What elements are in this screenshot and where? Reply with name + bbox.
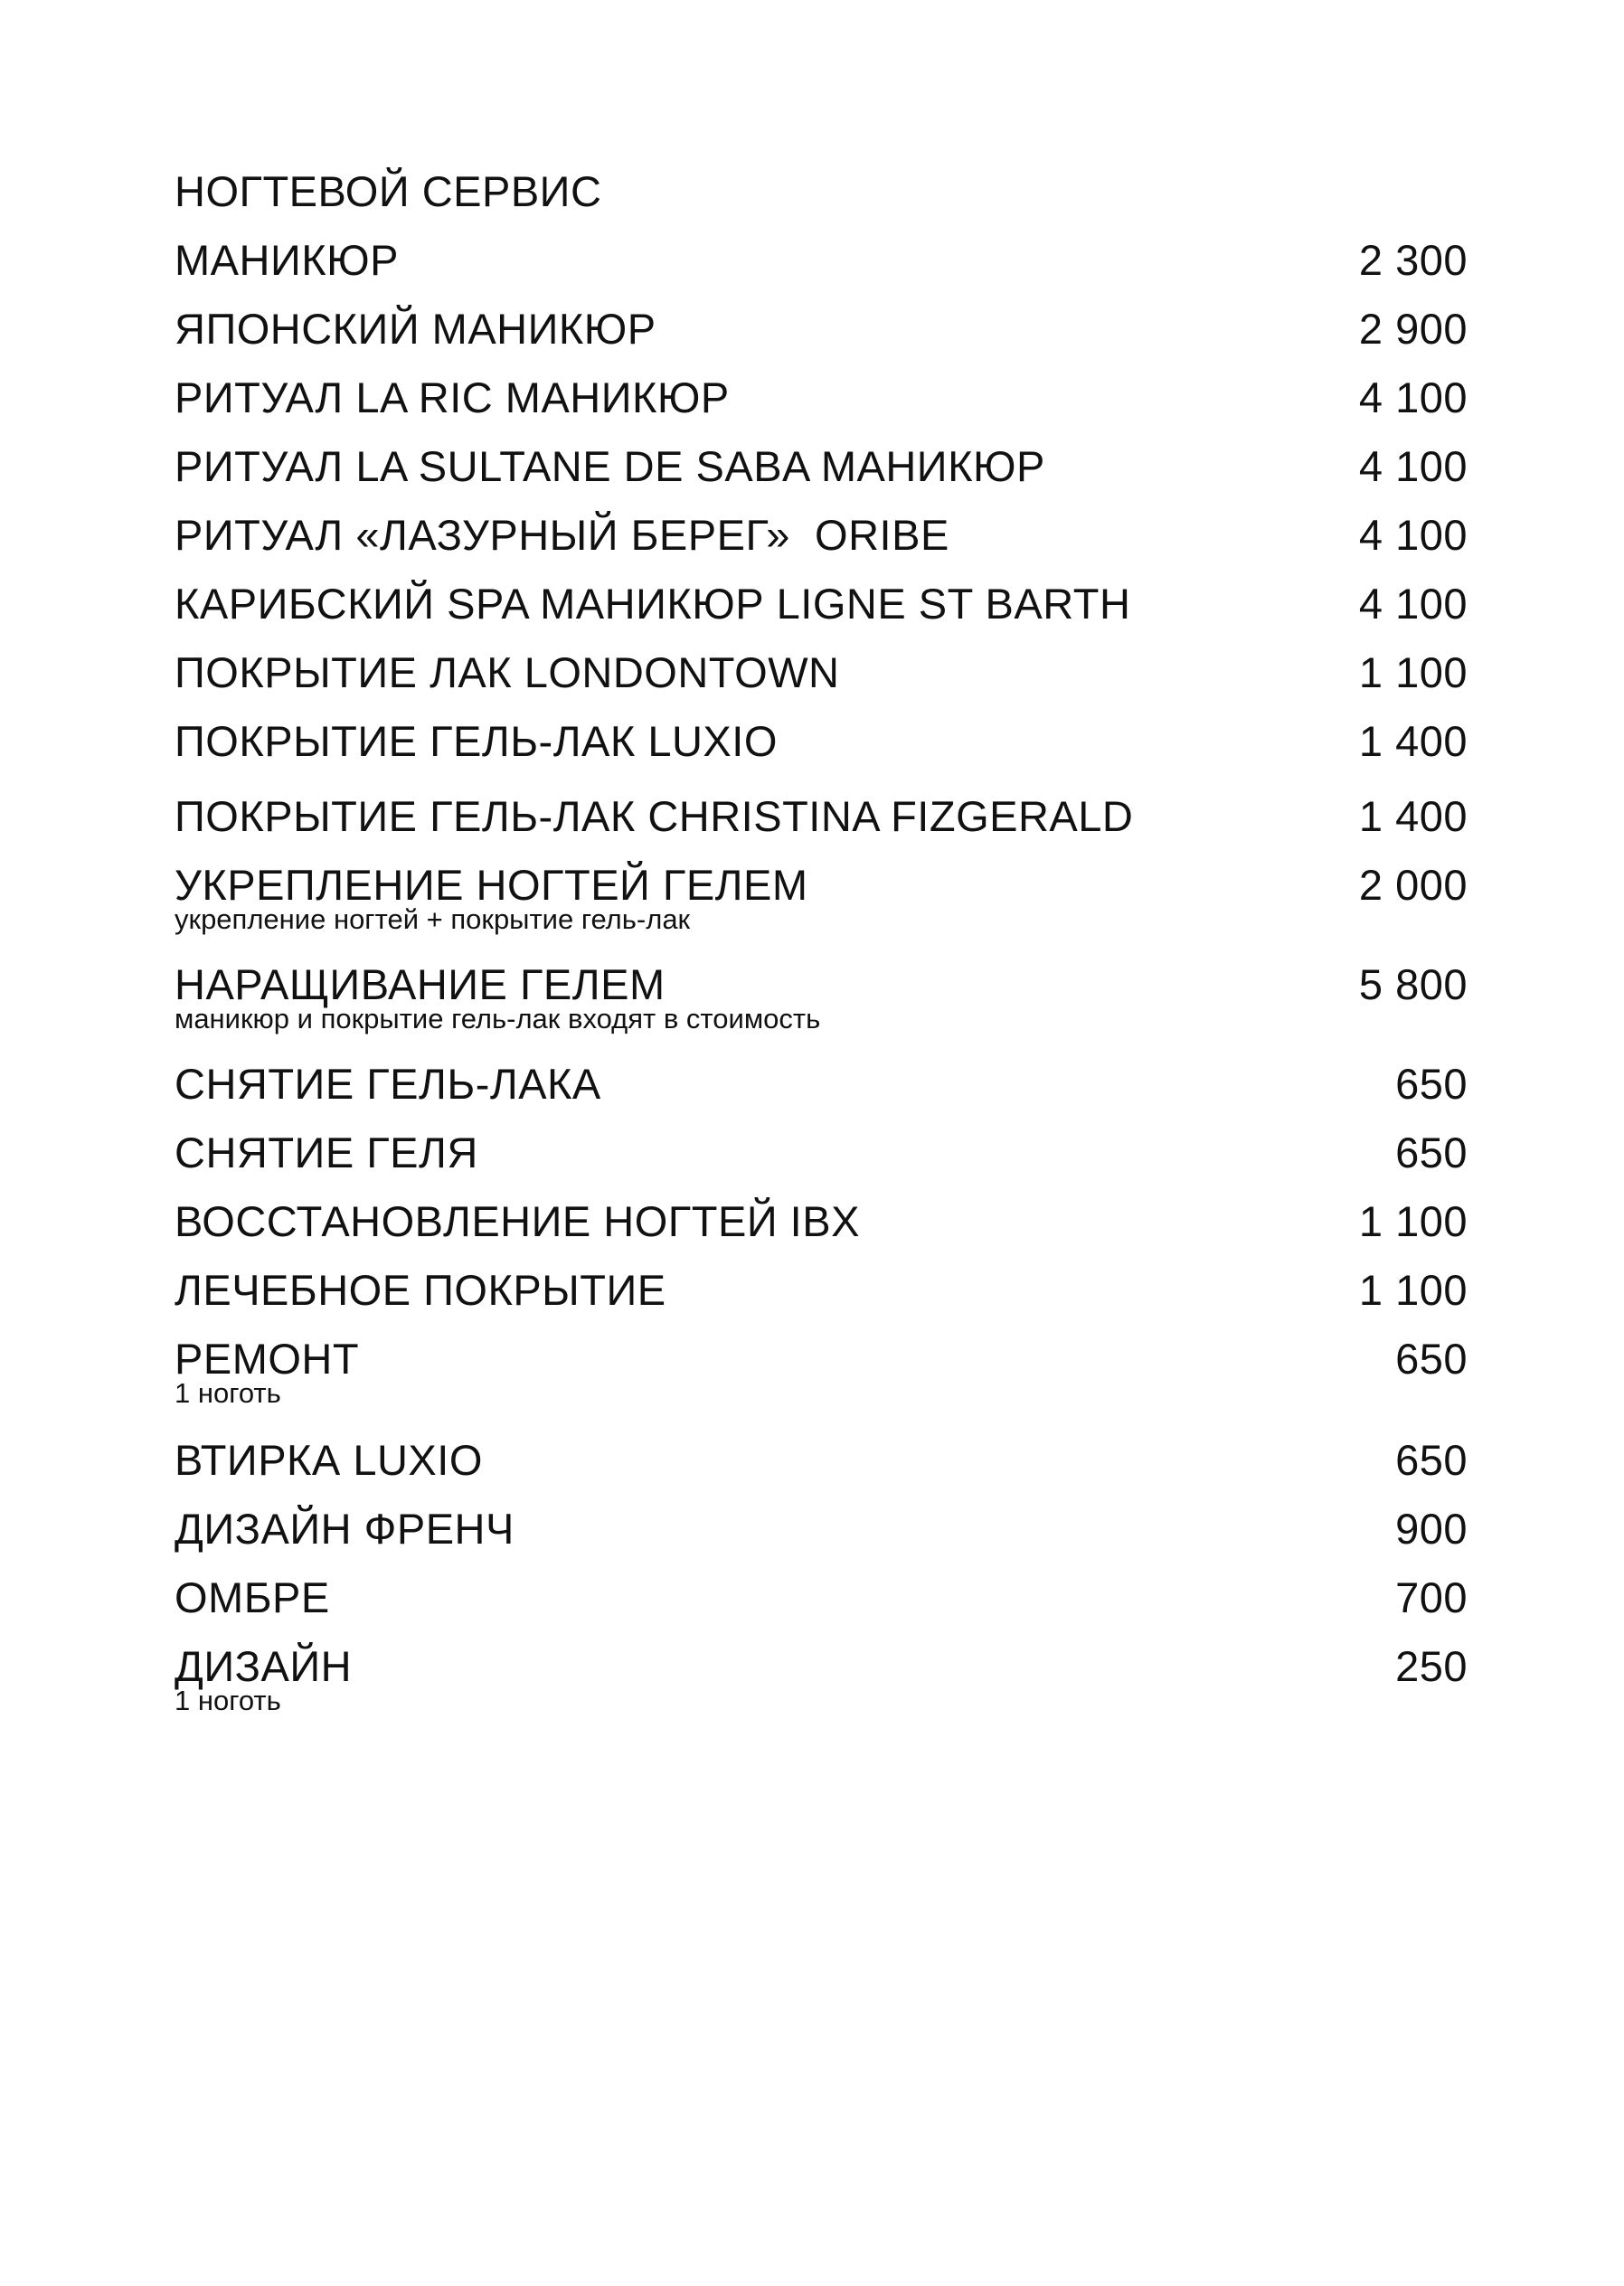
price-row (175, 1502, 1468, 1556)
service-price: 650 (1395, 1436, 1468, 1484)
service-name: УКРЕПЛЕНИЕ НОГТЕЙ ГЕЛЕМ (175, 861, 808, 909)
price-row (175, 302, 1468, 356)
service-note: 1 ноготь (175, 1377, 281, 1409)
service-name: РИТУАЛ LA RIC МАНИКЮР (175, 373, 730, 421)
price-row (175, 1639, 1468, 1716)
service-price: 4 100 (1358, 442, 1468, 490)
price-row (175, 577, 1468, 631)
service-price: 5 800 (1358, 960, 1468, 1008)
service-note: маникюр и покрытие гель-лак входят в стоимость (175, 1003, 821, 1034)
service-name: НАРАЩИВАНИЕ ГЕЛЕМ (175, 960, 666, 1008)
service-note: 1 ноготь (175, 1685, 281, 1716)
service-name: ОМБРЕ (175, 1573, 330, 1621)
section-title: НОГТЕВОЙ СЕРВИС (175, 167, 602, 215)
service-name: РИТУАЛ «ЛАЗУРНЫЙ БЕРЕГ» ORIBE (175, 511, 949, 559)
service-name: ДИЗАЙН (175, 1642, 353, 1690)
price-row (175, 439, 1468, 494)
service-price: 250 (1395, 1642, 1468, 1690)
service-price: 650 (1395, 1060, 1468, 1108)
price-row (175, 958, 1468, 1034)
service-name: СНЯТИЕ ГЕЛЬ-ЛАКА (175, 1060, 601, 1108)
service-name: КАРИБСКИЙ SPA МАНИКЮР LIGNE ST BARTH (175, 580, 1131, 628)
service-price: 2 000 (1358, 861, 1468, 909)
price-row (175, 1571, 1468, 1625)
service-name: ВТИРКА LUXIO (175, 1436, 483, 1484)
service-name: ЯПОНСКИЙ МАНИКЮР (175, 305, 656, 353)
service-price: 1 100 (1358, 1197, 1468, 1245)
service-price: 1 400 (1358, 792, 1468, 840)
service-price: 900 (1395, 1505, 1468, 1553)
service-name: ПОКРЫТИЕ ГЕЛЬ-ЛАК LUXIO (175, 717, 778, 765)
service-price: 650 (1395, 1129, 1468, 1176)
service-price: 650 (1395, 1335, 1468, 1383)
price-row (175, 1263, 1468, 1318)
service-name: РИТУАЛ LA SULTANE DE SABA МАНИКЮР (175, 442, 1045, 490)
service-price: 1 100 (1358, 648, 1468, 696)
service-name: ПОКРЫТИЕ ГЕЛЬ-ЛАК CHRISTINA FIZGERALD (175, 792, 1134, 840)
price-row (175, 646, 1468, 700)
service-price: 700 (1395, 1573, 1468, 1621)
service-price: 4 100 (1358, 580, 1468, 628)
service-price: 2 900 (1358, 305, 1468, 353)
service-name: СНЯТИЕ ГЕЛЯ (175, 1129, 478, 1176)
service-price: 1 400 (1358, 717, 1468, 765)
price-row (175, 508, 1468, 562)
service-price: 1 100 (1358, 1266, 1468, 1314)
service-name: РЕМОНТ (175, 1335, 360, 1383)
service-name: ВОССТАНОВЛЕНИЕ НОГТЕЙ IBX (175, 1197, 860, 1245)
service-price: 4 100 (1358, 511, 1468, 559)
service-note: укрепление ногтей + покрытие гель-лак (175, 903, 691, 935)
service-price: 4 100 (1358, 373, 1468, 421)
service-name: ПОКРЫТИЕ ЛАК LONDONTOWN (175, 648, 840, 696)
price-row (175, 1433, 1468, 1488)
price-row (175, 1126, 1468, 1180)
service-name: ДИЗАЙН ФРЕНЧ (175, 1505, 515, 1553)
price-row (175, 1057, 1468, 1111)
price-row (175, 714, 1468, 769)
service-price: 2 300 (1358, 236, 1468, 284)
price-row (175, 371, 1468, 425)
price-row (175, 233, 1468, 288)
price-row (175, 1195, 1468, 1249)
price-row (175, 789, 1468, 844)
service-name: МАНИКЮР (175, 236, 399, 284)
service-name: ЛЕЧЕБНОЕ ПОКРЫТИЕ (175, 1266, 666, 1314)
price-row (175, 858, 1468, 935)
price-row (175, 1332, 1468, 1409)
